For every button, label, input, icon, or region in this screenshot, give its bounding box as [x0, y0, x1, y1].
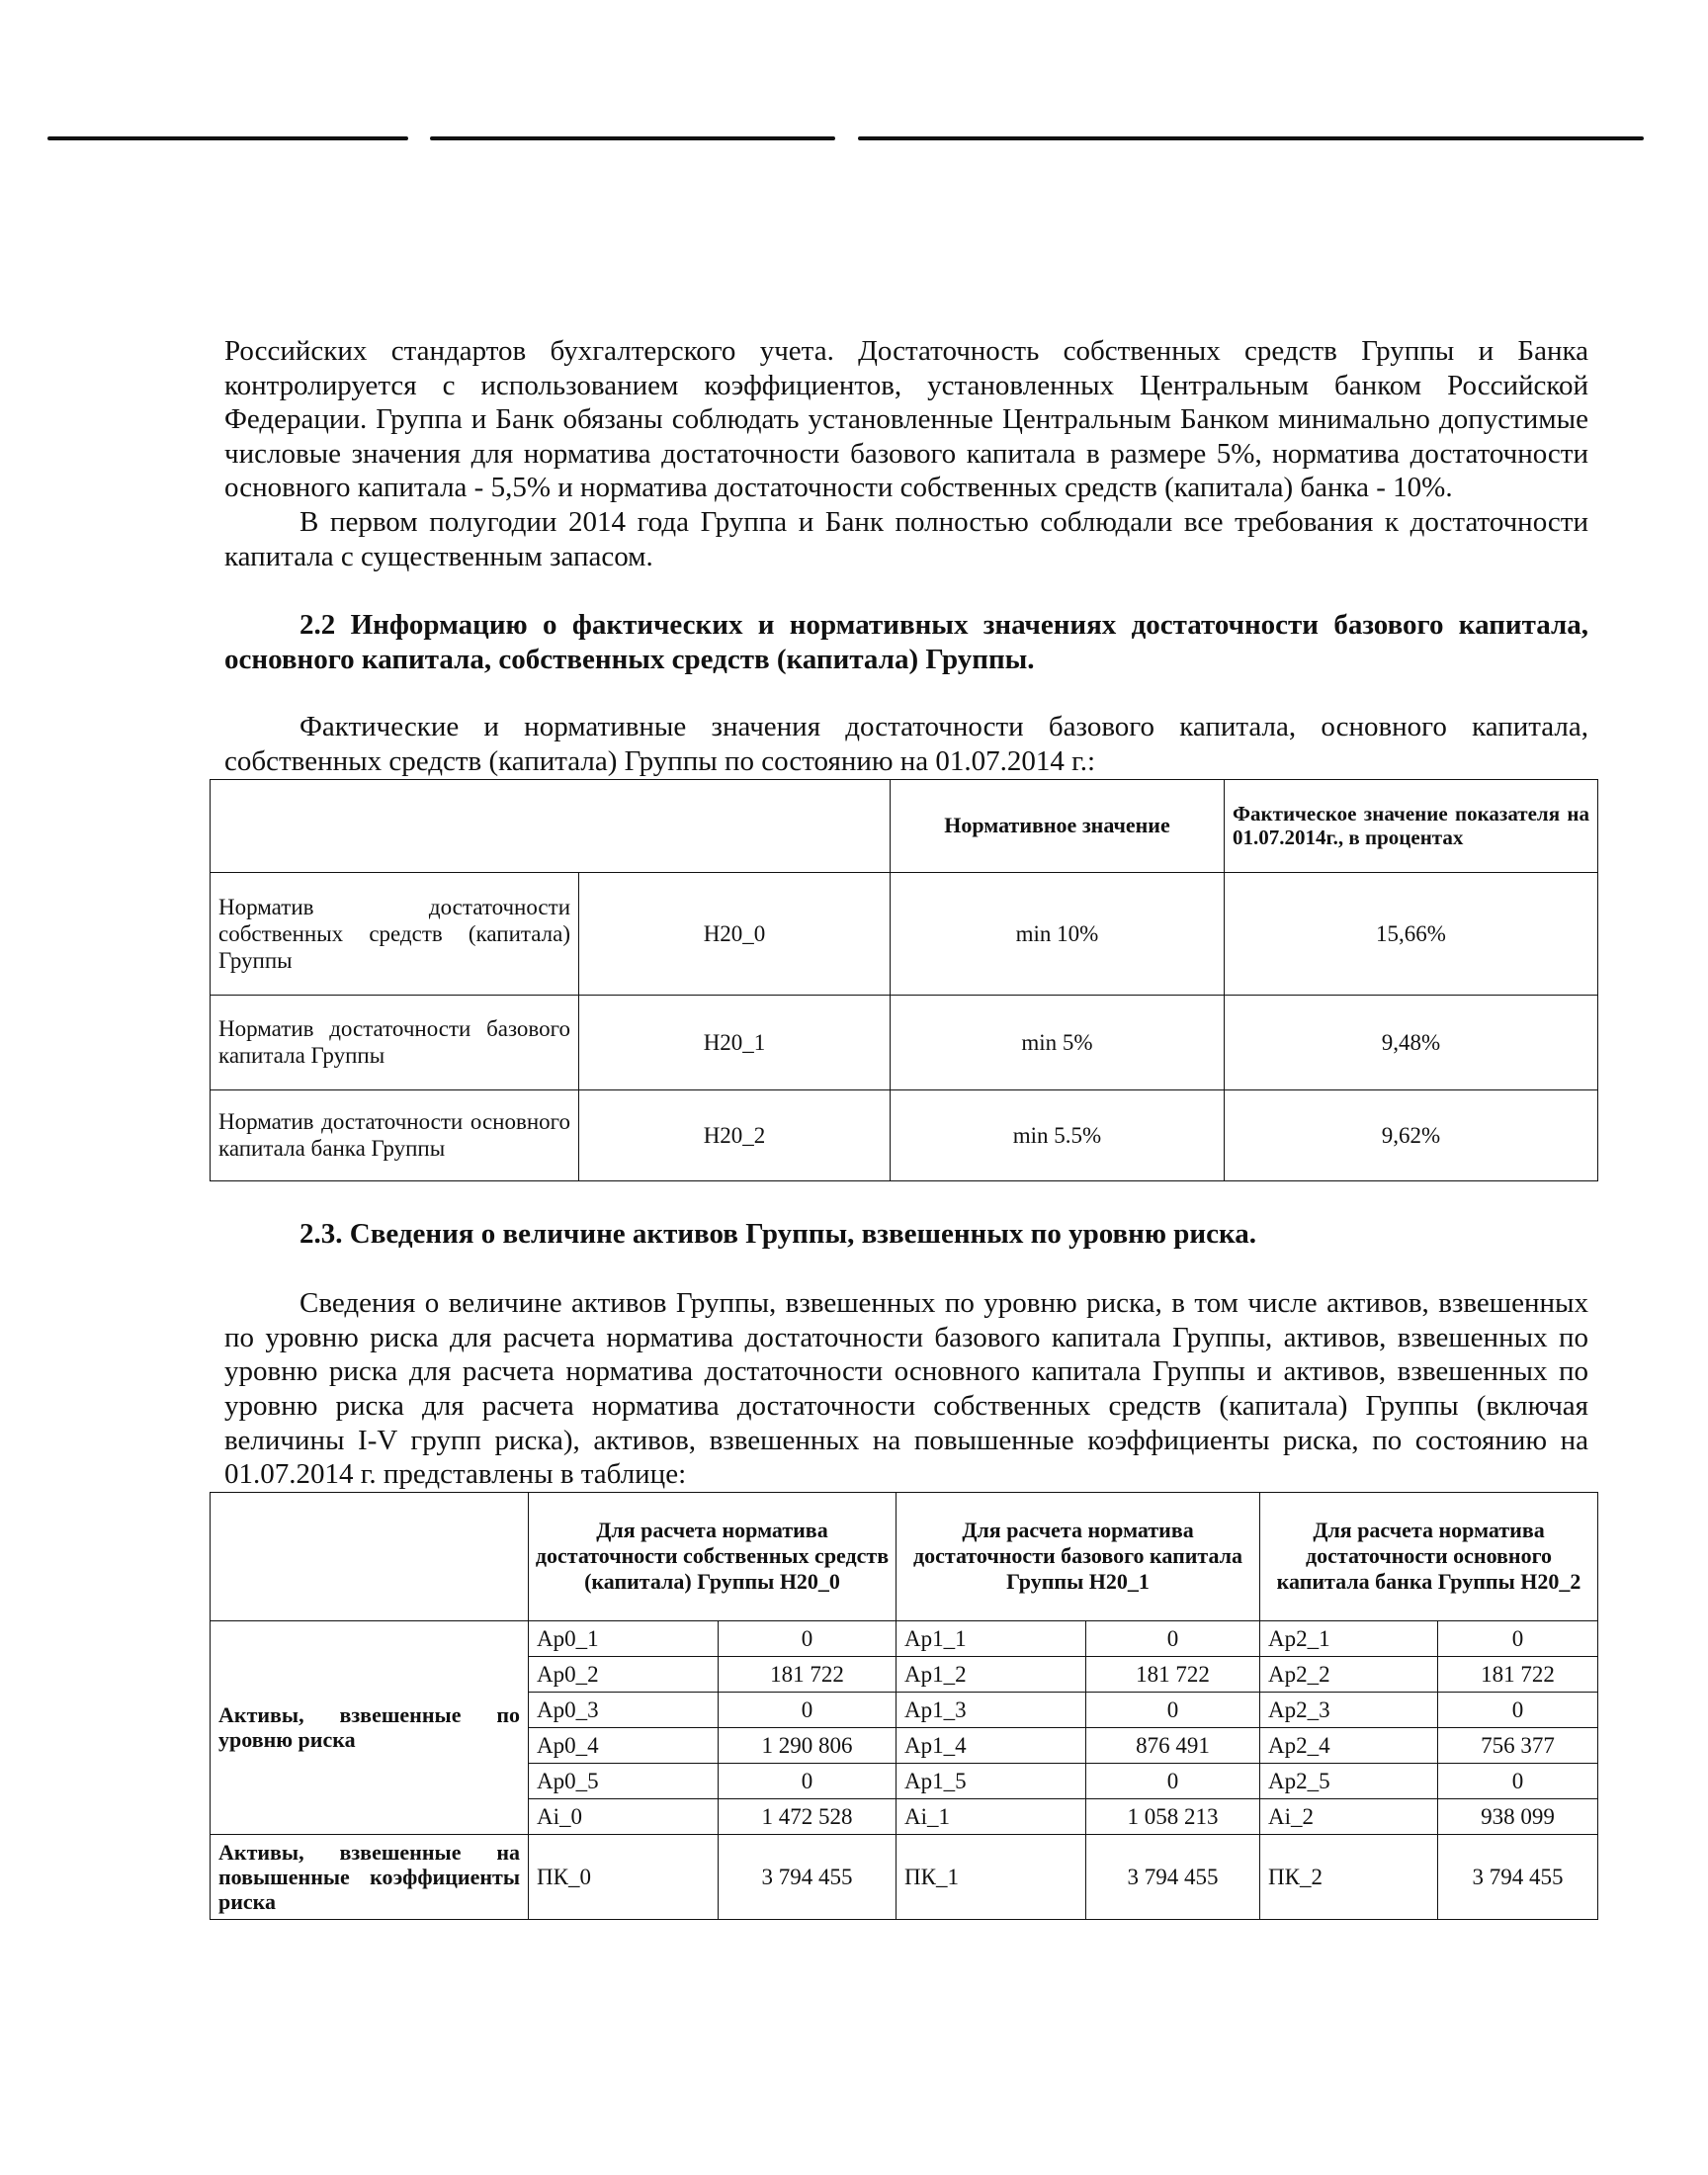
cell-code: Ар2_3: [1260, 1692, 1438, 1727]
header-actual: Фактическое значение показателя на 01.07.2014г., в процентах: [1225, 779, 1598, 872]
header-h20-2: Для расчета норматива достаточности основного капитала банка Группы Н20_2: [1260, 1492, 1598, 1620]
cell-value: 0: [1086, 1692, 1260, 1727]
header-empty-cell: [211, 779, 891, 872]
cell-value: 181 722: [1438, 1656, 1598, 1692]
cell-code: Ai_2: [1260, 1798, 1438, 1834]
row-label: Норматив достаточности собственных средств (капитала) Группы: [211, 872, 579, 995]
capital-adequacy-table: [210, 779, 1598, 1181]
cell-code: Ар0_1: [529, 1620, 719, 1656]
cell-value: 3 794 455: [719, 1834, 897, 1919]
cell-value: 0: [1438, 1692, 1598, 1727]
cell-value: 756 377: [1438, 1727, 1598, 1763]
row-code: Н20_1: [579, 995, 891, 1089]
cell-code: ПК_2: [1260, 1834, 1438, 1919]
risk-weighted-assets-table: [210, 1492, 1598, 1920]
cell-code: Ар2_2: [1260, 1656, 1438, 1692]
cell-value: 0: [1438, 1620, 1598, 1656]
row-norm: min 5%: [891, 995, 1225, 1089]
cell-value: 1 290 806: [719, 1727, 897, 1763]
compliance-paragraph: В первом полугодии 2014 года Группа и Банк полностью соблюдали все требования к достаточности капитала с существенным запасом.: [224, 505, 1588, 572]
row-norm: min 5.5%: [891, 1089, 1225, 1180]
cell-value: 0: [1086, 1763, 1260, 1798]
cell-code: Ар0_3: [529, 1692, 719, 1727]
group-elevated-risk-label: Активы, взвешенные на повышенные коэффициенты риска: [211, 1834, 529, 1919]
section-2-2-caption: Фактические и нормативные значения достаточности базового капитала, основного капитала, собственных средств (капитала) Группы по состоянию на 01.07.2014 г.:: [224, 711, 1588, 777]
header-h20-1: Для расчета норматива достаточности базового капитала Группы Н20_1: [897, 1492, 1260, 1620]
header-rule-right: [858, 136, 1644, 140]
cell-value: 0: [719, 1763, 897, 1798]
cell-value: 876 491: [1086, 1727, 1260, 1763]
row-code: Н20_2: [579, 1089, 891, 1180]
cell-value: 0: [1438, 1763, 1598, 1798]
table-row: [211, 1089, 1598, 1180]
table-row: [211, 1834, 1598, 1919]
cell-code: Ар1_4: [897, 1727, 1086, 1763]
row-actual: 9,62%: [1225, 1089, 1598, 1180]
cell-code: Ар1_2: [897, 1656, 1086, 1692]
cell-code: ПК_0: [529, 1834, 719, 1919]
table-header-row: [211, 779, 1598, 872]
cell-value: 0: [719, 1620, 897, 1656]
table-row: [211, 1620, 1598, 1656]
cell-code: Ар1_5: [897, 1763, 1086, 1798]
cell-code: Ар1_1: [897, 1620, 1086, 1656]
page-content: [218, 334, 1589, 1920]
cell-code: Ai_1: [897, 1798, 1086, 1834]
cell-code: Ар1_3: [897, 1692, 1086, 1727]
group-risk-weighted-label: Активы, взвешенные по уровню риска: [211, 1620, 529, 1834]
table-row: [211, 995, 1598, 1089]
cell-code: Ар0_5: [529, 1763, 719, 1798]
table-header-row: [211, 1492, 1598, 1620]
header-empty-cell: [211, 1492, 529, 1620]
header-rule-middle: [430, 136, 835, 140]
header-rule-left: [47, 136, 408, 140]
cell-value: 1 058 213: [1086, 1798, 1260, 1834]
cell-value: 0: [719, 1692, 897, 1727]
cell-code: Ар2_1: [1260, 1620, 1438, 1656]
row-actual: 15,66%: [1225, 872, 1598, 995]
cell-code: ПК_1: [897, 1834, 1086, 1919]
cell-code: Ар2_5: [1260, 1763, 1438, 1798]
cell-code: Ар0_2: [529, 1656, 719, 1692]
row-actual: 9,48%: [1225, 995, 1598, 1089]
row-label: Норматив достаточности базового капитала Группы: [211, 995, 579, 1089]
cell-value: 181 722: [719, 1656, 897, 1692]
row-code: Н20_0: [579, 872, 891, 995]
cell-code: Ai_0: [529, 1798, 719, 1834]
row-norm: min 10%: [891, 872, 1225, 995]
cell-value: 3 794 455: [1086, 1834, 1260, 1919]
cell-value: 181 722: [1086, 1656, 1260, 1692]
header-h20-0: Для расчета норматива достаточности собственных средств (капитала) Группы Н20_0: [529, 1492, 897, 1620]
section-2-3-heading: 2.3. Сведения о величине активов Группы, взвешенных по уровню риска.: [299, 1217, 1257, 1250]
section-2-3-caption: Сведения о величине активов Группы, взвешенных по уровню риска, в том числе активов, взвешенных по уровню риска для расчета норматива достаточности базового капитала Группы, активов, взвешенных по уровню риска для расчета норматива достаточности основного капитала Группы и активов, взвешенных по уровню риска для расчета норматива достаточности собственных средств (капитала) Группы (включая величины I-V групп риска), активов, взвешенных на повышенные коэффициенты риска, по состоянию на 01.07.2014 г. представлены в таблице:: [224, 1287, 1588, 1491]
cell-code: Ар0_4: [529, 1727, 719, 1763]
cell-code: Ар2_4: [1260, 1727, 1438, 1763]
table-row: [211, 872, 1598, 995]
cell-value: 938 099: [1438, 1798, 1598, 1834]
cell-value: 0: [1086, 1620, 1260, 1656]
cell-value: 1 472 528: [719, 1798, 897, 1834]
header-normative: Нормативное значение: [891, 779, 1225, 872]
row-label: Норматив достаточности основного капитала банка Группы: [211, 1089, 579, 1180]
intro-paragraph: Российских стандартов бухгалтерского учета. Достаточность собственных средств Группы и Банка контролируется с использованием коэффициентов, установленных Центральным банком Российской Федерации. Группа и Банк обязаны соблюдать установленные Центральным Банком минимально допустимые числовые значения для норматива достаточности базового капитала в размере 5%, норматива достаточности основного капитала - 5,5% и норматива достаточности собственных средств (капитала) банка - 10%.: [224, 335, 1588, 504]
cell-value: 3 794 455: [1438, 1834, 1598, 1919]
section-2-2-heading: 2.2 Информацию о фактических и нормативных значениях достаточности базового капитала, основного капитала, собственных средств (капитала) Группы.: [224, 609, 1588, 675]
